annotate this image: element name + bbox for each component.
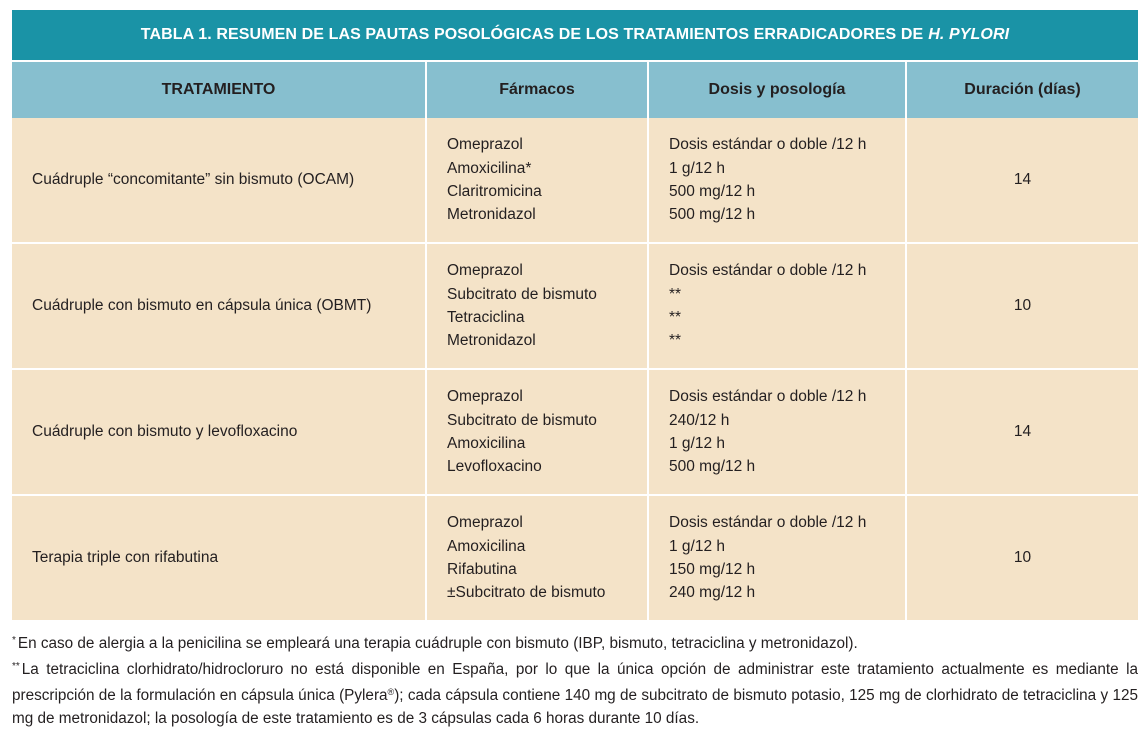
drug-item: Omeprazol	[447, 262, 523, 280]
drugs-cell	[426, 369, 648, 495]
treatment-cell: Cuádruple con bismuto y levofloxacino	[12, 369, 426, 495]
footnote-1	[12, 630, 1138, 656]
duration-cell: 14	[906, 118, 1138, 243]
drugs-cell	[426, 243, 648, 369]
drug-item: Amoxicilina	[447, 537, 526, 555]
drug-item: Levofloxacino	[447, 458, 542, 476]
header-duracion: Duración (días)	[906, 61, 1138, 118]
doses-cell	[648, 243, 906, 369]
dose-item: 240/12 h	[669, 411, 730, 429]
dose-item: **	[669, 309, 682, 326]
drug-item: Metronidazol	[447, 206, 536, 224]
dose-item: Dosis estándar o doble /12 h	[669, 514, 867, 532]
dose-item: 500 mg/12 h	[669, 458, 756, 476]
footnote-2	[12, 656, 1138, 731]
header-tratamiento: TRATAMIENTO	[12, 61, 426, 118]
drug-item: Amoxicilina	[447, 435, 526, 452]
doses-cell	[648, 495, 906, 620]
drug-item: Claritromicina	[447, 183, 542, 200]
treatment-cell: Cuádruple “concomitante” sin bismuto (OCAM)	[12, 118, 426, 243]
duration-cell: 14	[906, 369, 1138, 495]
dose-item: Dosis estándar o doble /12 h	[669, 136, 867, 154]
table-row	[12, 495, 1138, 620]
footnote-1-mark: *	[12, 635, 16, 646]
doses-cell	[648, 118, 906, 243]
footnote-1-text: En caso de alergia a la penicilina se empleará una terapia cuádruple con bismuto (IBP, bismuto, tetraciclina y metronidazol).	[17, 635, 858, 652]
drug-item: Amoxicilina*	[447, 159, 532, 177]
table-row	[12, 118, 1138, 243]
drug-item: Subcitrato de bismuto	[447, 411, 597, 429]
header-row	[12, 61, 1138, 118]
dose-item: 150 mg/12 h	[669, 561, 756, 578]
footnote-2-text-a: La tetraciclina clorhidrato/hidrocloruro no está disponible en España, por lo que la única opción de administrar este tratamiento actualmente es mediante la prescripción de la formulación en cápsula única (Pylera	[12, 660, 1138, 704]
footnote-2-mark: **	[12, 660, 20, 672]
regimen-table	[12, 10, 1138, 620]
drug-item: Metronidazol	[447, 332, 536, 350]
dose-item: 1 g/12 h	[669, 537, 726, 555]
drug-item: Subcitrato de bismuto	[447, 285, 597, 303]
drug-item: Omeprazol	[447, 388, 523, 406]
drug-item: Tetraciclina	[447, 309, 525, 326]
header-dosis: Dosis y posología	[648, 61, 906, 118]
table-row	[12, 369, 1138, 495]
header-farmacos: Fármacos	[426, 61, 648, 118]
table-title-italic: H. PYLORI	[928, 26, 1010, 43]
duration-cell: 10	[906, 495, 1138, 620]
dose-item: 240 mg/12 h	[669, 584, 756, 602]
footnote-2-text-b: ); cada cápsula contiene 140 mg de subcitrato de bismuto potasio, 125 mg de clorhidrato de tetraciclina y 125 mg de metronidazol; la posología de este tratamiento es de 3 cápsulas cada 6 horas durante 10 días.	[12, 687, 1139, 727]
footnotes	[12, 630, 1138, 730]
dose-item: **	[669, 332, 682, 350]
dose-item: Dosis estándar o doble /12 h	[669, 388, 867, 406]
dose-item: 1 g/12 h	[669, 435, 726, 452]
dose-item: 500 mg/12 h	[669, 183, 756, 200]
dose-item: Dosis estándar o doble /12 h	[669, 262, 867, 280]
treatment-cell: Terapia triple con rifabutina	[12, 495, 426, 620]
duration-cell: 10	[906, 243, 1138, 369]
drug-item: Omeprazol	[447, 514, 523, 532]
drugs-cell	[426, 118, 648, 243]
table-row	[12, 243, 1138, 369]
dose-item: **	[669, 285, 682, 303]
dose-item: 500 mg/12 h	[669, 206, 756, 224]
table-body	[12, 60, 1138, 620]
drug-item: Omeprazol	[447, 136, 523, 154]
table-title-main: TABLA 1. RESUMEN DE LAS PAUTAS POSOLÓGICAS DE LOS TRATAMIENTOS ERRADICADORES DE	[140, 26, 924, 43]
drugs-cell	[426, 495, 648, 620]
doses-cell	[648, 369, 906, 495]
table-title	[12, 10, 1138, 60]
registered-mark: ®	[387, 687, 395, 697]
drug-item: ±Subcitrato de bismuto	[447, 584, 606, 602]
treatment-cell: Cuádruple con bismuto en cápsula única (OBMT)	[12, 243, 426, 369]
dose-item: 1 g/12 h	[669, 159, 726, 177]
drug-item: Rifabutina	[447, 561, 517, 578]
